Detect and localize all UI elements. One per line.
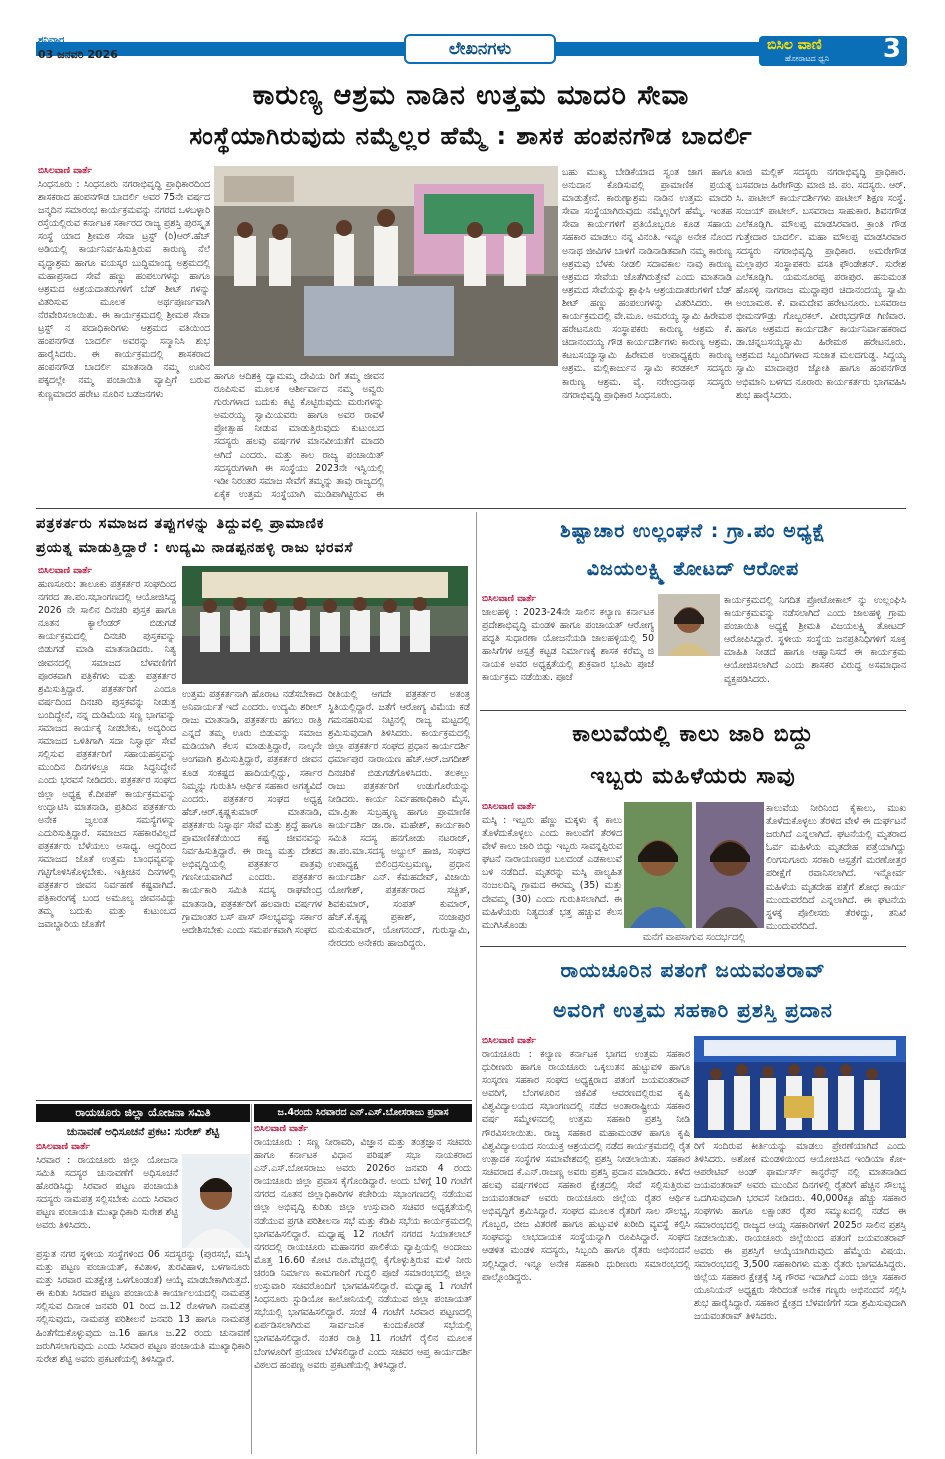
story3-headline-line2: ವಿಜಯಲಕ್ಷ್ಮಿ ತೋಟದ್ ಆರೋಪ [586, 558, 800, 580]
story4-col1 [482, 802, 622, 942]
story1-text-col3: ಬಹು ಮುಖ್ಯ ಬೇಡಿಕೆಯಾದ ಸ್ವಂತ ಜಾಗ ಹಾಗೂ ಅನುದಾನ ಕೊಡಿಸುವಲ್ಲಿ ಪ್ರಾಮಾಣಿಕ ಪ್ರಯತ್ನ ಮಾಡುತ್ತೇನೆ. ಕಾರುಣ್ಯಾಶ್ರಮ ನಾಡಿನ ಉತ್ತಮ ಮಾದರಿ ಸೇವಾ ಸಂಸ್ಥೆಯಾಗಿರುವುದು ನಮ್ಮೆಲ್ಲರಿಗೆ ಹೆಮ್ಮೆ. ಇಂತಹ ಸೇವಾ ಕಾರ್ಯಗಳಿಗೆ ಪ್ರತಿಯೊಬ್ಬರೂ ಕೂಡ ಸಹಾಯ ಸಹಕಾರ ಮಾಡಲು ನನ್ನ ವಿನಂತಿ. ಇನ್ನೂ ಅನೇಕ ನೊಂದ ಅನಾಥ ಜೀವಿಗಳ ಬಾಳಿಗೆ ನಾಡಿನಾಡಿತವಾಗಿ ನಮ್ಮ ಕಾರುಣ್ಯ ಆಶ್ರಮವು ಬೆಳಕು ನೀಡಲಿ ಸದಾವಕಾಲ ನಾವು ಕಾರುಣ್ಯ ಆಶ್ರಮದ ಸೇವೆಯ ಜೊತೆಗಿರುತ್ತೇವೆ ಎಂದು ಮಾತನಾಡಿ ಆಶ್ರಮದ ಸೇವೆಯನ್ನು ಶ್ಲಾಘಿಸಿ ಆಶ್ರಯದಾತರುಗಳಿಗೆ ಬೆಡ್ ಶೀಟ್ ಹಣ್ಣು ಹಂಪಲುಗಳನ್ನು ವಿತರಿಸಿದರು. ಈ ಕಾರ್ಯಕ್ರಮದಲ್ಲಿ ವೇ.ಮೂ. ಅಮರಯ್ಯ ಸ್ವಾಮಿ ಹಿರೇಮಠ ಹರೇಟನೂರು ಸಂಸ್ಥಾಪಕರು ಕಾರುಣ್ಯ ಆಶ್ರಮ ಕೆ. ಚಿದಾನಂದಯ್ಯ ಗೌಡ ಕಾರ್ಯದರ್ಶಿಗಳು ಕಾರುಣ್ಯ ಆಶ್ರಮ. ಕಟಬಸಯ್ಯಾಸ್ವಾಮಿ ಹಿರೇಮಠ ಉಪಾಧ್ಯಕ್ಷರು ಕಾರುಣ್ಯ ಆಶ್ರಮ. ಮಲ್ಲಿಕಾರ್ಜುನ ಸ್ವಾಮಿ ಕರಡಕಲ್ ಸದಸ್ಯರು ಕಾರುಣ್ಯ ಆಶ್ರಮ. ವೈ. ನರೇಂದ್ರನಾಥ ಸದಸ್ಯರು ನಗರಾಭಿವೃದ್ಧಿ ಪ್ರಾಧಿಕಾರ ಸಿಂಧನೂರು. [562, 167, 732, 401]
story3-portrait [658, 594, 720, 656]
story5-text-col2: ರಿಗೆ ಸಂದಿರುವ ಕೀರ್ತಿಯನ್ನು ಮಾಡಲು ಪ್ರೇರಣೆಯಾಗಿದೆ ಎಂದು ತಿಳಿಸಿದರು. ಅಶೋಕ ಮಂಡಳಿಯಿಂದ ಆಯೋಜಿಸಿದ ಇಂಡಿಯಾ ಕೋ-ಆಪರೇಟಿವ್ ಅಂಡ್ ಫಾರ್ಮರ್ಸ್ ಕಾನ್ಫರೆನ್ಸ್ ನಲ್ಲಿ ಮಾತನಾಡಿದ ಜಯವಂತರಾವ್ ಅವರು ಮುಂದಿನ ದಿನಗಳಲ್ಲಿ ರೈತರಿಗೆ ಹೆಚ್ಚಿನ ಸೌಲಭ್ಯ ಒದಗಿಸುವುದಾಗಿ ಭರವಸೆ ನೀಡಿದರು. 40,000ಕ್ಕೂ ಹೆಚ್ಚು ಸಹಕಾರ ಸಂಘಗಳು ಹಾಗೂ ಲಕ್ಷಾಂತರ ರೈತರ ಸಮ್ಮುಖದಲ್ಲಿ ನಡೆದ ಈ ಸಮಾರಂಭದಲ್ಲಿ ರಾಜ್ಯದ ಆಯ್ದ ಸಹಕಾರಿಗಳಿಗೆ 2025ರ ಸಾಲಿನ ಪ್ರಶಸ್ತಿ ನೀಡಲಾಯಿತು. ರಾಯಚೂರು ಜಿಲ್ಲೆಯಿಂದ ಪತಂಗೆ ಜಯವಂತರಾವ್ ಅವರು ಈ ಪ್ರಶಸ್ತಿಗೆ ಆಯ್ಕೆಯಾಗಿರುವುದು ಹೆಮ್ಮೆಯ ವಿಷಯ. ಸಮಾರಂಭದಲ್ಲಿ 3,500 ಸಹಕಾರಿಗಳು ಮತ್ತು ರೈತರು ಭಾಗವಹಿಸಿದ್ದರು. ಜಿಲ್ಲೆಯ ಸಹಕಾರ ಕ್ಷೇತ್ರಕ್ಕೆ ಸಿಕ್ಕ ಗೌರವ ಇದಾಗಿದೆ ಎಂದು ಜಿಲ್ಲಾ ಸಹಕಾರ ಯೂನಿಯನ್ ಅಧ್ಯಕ್ಷರು ಸೇರಿದಂತೆ ಅನೇಕ ಗಣ್ಯರು ಅಭಿನಂದನೆ ಸಲ್ಲಿಸಿ ಶುಭ ಹಾರೈಸಿದ್ದಾರೆ. ಸಹಕಾರ ಕ್ಷೇತ್ರದ ಬೆಳವಣಿಗೆಗೆ ಸದಾ ಶ್ರಮಿಸುವುದಾಗಿ ಜಯವಂತರಾವ್ ತಿಳಿಸಿದರು. [694, 1141, 906, 1323]
brand-name: ಬಿಸಿಲ ವಾಣಿ [767, 37, 822, 53]
story2-col2 [182, 688, 322, 1096]
brand-logo [759, 36, 907, 66]
masthead-date: 03 ಜನವರಿ 2026 [38, 48, 118, 61]
story1-headline-line1: ಕಾರುಣ್ಯ ಆಶ್ರಮ ನಾಡಿನ ಉತ್ತಮ ಮಾದರಿ ಸೇವಾ [252, 80, 690, 111]
story3-text-col2: ಕಾರ್ಯಕ್ರಮದಲ್ಲಿ ನಿಗದಿತ ಪ್ರೋಟೋಕಾಲ್ ನ್ನು ಉಲ್ಲಂಘಿಸಿ ಕಾರ್ಯಕ್ರಮವನ್ನು ನಡೆಸಲಾಗಿದೆ ಎಂದು ಜಾಲಹಳ್ಳಿ ಗ್ರಾಮ ಪಂಚಾಯಿತಿ ಅಧ್ಯಕ್ಷೆ ಶ್ರೀಮತಿ ವಿಜಯಲಕ್ಷ್ಮಿ ತೋಟದ್ ಆರೋಪಿಸಿದ್ದಾರೆ. ಸ್ಥಳೀಯ ಸಂಸ್ಥೆಯ ಜನಪ್ರತಿನಿಧಿಗಳಿಗೆ ಸೂಕ್ತ ಮಾಹಿತಿ ನೀಡದೆ ಹಾಗೂ ಆಹ್ವಾನಿಸದೆ ಈ ಕಾರ್ಯಕ್ರಮ ಆಯೋಜಿಸಲಾಗಿದೆ ಎಂದು ಶಾಸಕರ ವಿರುದ್ಧ ಅಸಮಾಧಾನ ವ್ಯಕ್ತಪಡಿಸಿದರು. [724, 595, 906, 685]
story4-text-col2: ಕಾಲುವೆಯ ನೀರಿನಿಂದ ಕೈಕಾಲು, ಮುಖ ತೊಳೆದುಕೊಳ್ಳಲು ತೆರಳಿದ ವೇಳೆ ಈ ದುರ್ಘಟನೆ ಜರುಗಿದೆ ಎನ್ನಲಾಗಿದೆ. ಘಟನೆಯಲ್ಲಿ ಮೃತರಾದ ಓರ್ವ ಮಹಿಳೆಯ ಮೃತದೇಹ ಪತ್ತೆಯಾಗಿದ್ದು ಲಿಂಗಸುಗೂರು ಸರಕಾರಿ ಆಸ್ಪತ್ರೆಗೆ ಮರಣೋತ್ತರ ಪರೀಕ್ಷೆಗೆ ರವಾನಿಸಲಾಗಿದೆ. ಇನ್ನೋರ್ವ ಮಹಿಳೆಯ ಮೃತದೇಹ ಪತ್ತೆಗೆ ಶೋಧ ಕಾರ್ಯ ಮುಂದುವರೆದಿದೆ ಎನ್ನಲಾಗಿದೆ. ಈ ಘಟನೆಯ ಸ್ಥಳಕ್ಕೆ ಪೊಲೀಸರು ತೆರಳಿದ್ದು, ತನಿಖೆ ಮುಂದುವರೆದಿದೆ. [766, 803, 906, 932]
story4-caption: ಮನೆಗೆ ವಾಪಸಾಗುವ ಸಂದರ್ಭದಲ್ಲಿ [642, 932, 746, 943]
story4-text-col1: ಮಸ್ಕಿ : ಇಬ್ಬರು ಹೆಣ್ಣು ಮಕ್ಕಳು ಕೈ ಕಾಲು ತೊಳೆದುಕೊಳ್ಳಲು ಎಂದು ಕಾಲುವೆಗೆ ತೆರಳಿದ ವೇಳೆ ಕಾಲು ಜಾರಿ ಬಿದ್ದು ಇಬ್ಬರು ಸಾವನ್ನಪ್ಪಿರುವ ಘಟನೆ ನಾರಾಯಣಪುರ ಬಲದಂಡೆ ಎಡಕಾಲುವೆ ಬಳಿ ನಡೆದಿದೆ. ಮೃತರನ್ನು ಮಸ್ಕಿ ಪಾಲ್ಯಹಿತ ನಂಜಲದಿನ್ನಿ ಗ್ರಾಮದ ಈರಮ್ಮ (35) ಮತ್ತು ದೇವಮ್ಮ (30) ಎಂದು ಗುರುತಿಸಲಾಗಿದೆ. ಈ ಮಹಿಳೆಯರು ನಿತ್ಯದಂತೆ ಭತ್ತ ಹಚ್ಚುವ ಕೆಲಸ ಮುಗಿಸಿಕೊಂಡು [482, 815, 622, 931]
story3-byline: ಬಿಸಿಲವಾಣಿ ವಾರ್ತೆ [482, 594, 536, 604]
story1-text-col2: ಹಾಗೂ ಆದಿಶಕ್ತಿ ದ್ಯಾಮಮ್ಮ ದೇವಿಯ ರಿಗೆ ತಮ್ಮ ಜೀವನ ರೂಪಿಸುವ ಮೂಲಕ ಆರ್ಶೀರ್ವಾದ ನಮ್ಮ ಅವ್ವರು ಗುರುಗಳಾದ ಬದುಕು ಕಟ್ಟಿ ಕೊಟ್ಟಿರುವುದು ಮರುಗಳನ್ನು ಅಮರಯ್ಯ ಸ್ವಾಮಿಯವರು ಹಾಗೂ ಅವರ ರಾವಳೆ ಪ್ರೋತ್ಸಾಹ ನೀಡುವ ಮಾಡುತ್ತಿರುವುದು ಕುಟುಂಬದ ಸದಸ್ಯರು ಹಲವು ವರ್ಷಗಳ ಮಾನವೀಯತೆಗೆ ಮಾದರಿ ಆಗಿದೆ ಎಂದರು. ಮತ್ತು ಕಾಲ ರಾಜ್ಯ ಪಂಚಾಯಿತ್ ಸದಸ್ಯರುಗಳಾಗಿ ಈ ಸಂಸ್ಥೆಯು 2023ನೇ ಇಸ್ವಿಯಲ್ಲಿ ಇಡೀ ನಿರಂತರ ಸಮಾಜ ಸೇವೆಗೆ ತಮ್ಮನ್ನು ತಾವು ರಾಜ್ಯದಲ್ಲಿ ಏಕೈಕ ಉತ್ತಮ ಸಂಸ್ಥೆಯಾಗಿ ಮುಡಿಪಾಗಿಟ್ಟಿರುವ ಈ [214, 371, 384, 500]
story5-text-col1: ರಾಯಚೂರು : ಕಲ್ಯಾಣ ಕರ್ನಾಟಕ ಭಾಗದ ಉತ್ತಮ ಸಹಕಾರ ಧುರೀಣರು ಹಾಗೂ ರಾಯಚೂರು ಒಕ್ಕಲುತನ ಹುಟ್ಟುವಳಿ ಹಾಗೂ ಸಂಸ್ಕರಣ ಸಹಕಾರ ಸಂಘದ ಅಧ್ಯಕ್ಷರಾದ ಪತಂಗೆ ಜಯವಂತರಾವ್ ಅವರಿಗೆ, ಬೆಂಗಳೂರಿನ ಜಿಕೆವಿಕೆ ಆವರಣದಲ್ಲಿರುವ ಕೃಷಿ ವಿಶ್ವವಿದ್ಯಾಲಯದ ಸಭಾಂಗಣದಲ್ಲಿ ನಡೆದ ಅಂತಾರಾಷ್ಟ್ರೀಯ ಸಹಕಾರ ವರ್ಷ ಸಮ್ಮೇಳನದಲ್ಲಿ ಉತ್ತಮ ಸಹಕಾರಿ ಪ್ರಶಸ್ತಿ ನೀಡಿ ಗೌರವಿಸಲಾಯಿತು. ರಾಜ್ಯ ಸಹಕಾರ ಮಹಾಮಂಡಳ ಹಾಗೂ ಕೃಷಿ ವಿಶ್ವವಿದ್ಯಾಲಯದ ಸಂಯುಕ್ತ ಆಶ್ರಯದಲ್ಲಿ ನಡೆದ ಕಾರ್ಯಕ್ರಮದಲ್ಲಿ ರೈತ ಉತ್ಪಾದಕ ಸಂಸ್ಥೆಗಳ ಸಮಾವೇಶದಲ್ಲಿ ಪ್ರಶಸ್ತಿ ನೀಡಲಾಯಿತು. ಸಹಕಾರ ಸಚಿವರಾದ ಕೆ.ಎನ್.ರಾಜಣ್ಣ ಅವರು ಪ್ರಶಸ್ತಿ ಪ್ರದಾನ ಮಾಡಿದರು. ಕಳೆದ ಹಲವು ವರ್ಷಗಳಿಂದ ಸಹಕಾರ ಕ್ಷೇತ್ರದಲ್ಲಿ ಸೇವೆ ಸಲ್ಲಿಸುತ್ತಿರುವ ಜಯವಂತರಾವ್ ಅವರು ರಾಯಚೂರು ಜಿಲ್ಲೆಯ ರೈತರ ಆರ್ಥಿಕ ಅಭಿವೃದ್ಧಿಗೆ ಶ್ರಮಿಸಿದ್ದಾರೆ. ಸಂಘದ ಮೂಲಕ ರೈತರಿಗೆ ಸಾಲ ಸೌಲಭ್ಯ, ಗೊಬ್ಬರ, ಬೀಜ ವಿತರಣೆ ಹಾಗೂ ಹುಟ್ಟುವಳಿ ಖರೀದಿ ವ್ಯವಸ್ಥೆ ಕಲ್ಪಿಸಿ ಸಂಘವನ್ನು ಲಾಭದಾಯಕ ಸಂಸ್ಥೆಯನ್ನಾಗಿ ರೂಪಿಸಿದ್ದಾರೆ. ಸಂಘದ ಆಡಳಿತ ಮಂಡಳಿ ಸದಸ್ಯರು, ಸಿಬ್ಬಂದಿ ಹಾಗೂ ರೈತರು ಅಭಿನಂದನೆ ಸಲ್ಲಿಸಿದ್ದಾರೆ. ಇನ್ನೂ ಅನೇಕ ಸಹಕಾರಿ ಧುರೀಣರು ಸಮಾರಂಭದಲ್ಲಿ ಪಾಲ್ಗೊಂಡಿದ್ದರು. [482, 1049, 690, 1283]
section-title: ಲೇಖನಗಳು [404, 34, 556, 64]
story7-body: ರಾಯಚೂರು : ಸಣ್ಣ ನೀರಾವರಿ, ವಿಜ್ಞಾನ ಮತ್ತು ತಂತ್ರಜ್ಞಾನ ಸಚಿವರು ಹಾಗೂ ಕರ್ನಾಟಕ ವಿಧಾನ ಪರಿಷತ್ ಸಭಾ ನಾಯಕರಾದ ಎನ್.ಎಸ್.ಬೋಸರಾಜು ಅವರು 2026ರ ಜನವರಿ 4 ರಂದು ರಾಯಚೂರು ಜಿಲ್ಲಾ ಪ್ರವಾಸ ಕೈಗೊಂಡಿದ್ದಾರೆ. ಅಂದು ಬೆಳಿಗ್ಗೆ 10 ಗಂಟೆಗೆ ನಗರದ ನೂತನ ಜಿಲ್ಲಾಧಿಕಾರಿಗಳ ಕಚೇರಿಯ ಸಭಾಂಗಣದಲ್ಲಿ ನಡೆಯುವ ಜಿಲ್ಲಾ ಅಭಿವೃದ್ಧಿ ಕುರಿತು ಜಿಲ್ಲಾ ಉಸ್ತುವಾರಿ ಸಚಿವರ ಅಧ್ಯಕ್ಷತೆಯಲ್ಲಿ ನಡೆಯುವ ಪ್ರಗತಿ ಪರಿಶೀಲನಾ ಸಭೆ ಮತ್ತು ಕೆಡಿಪಿ ಸಭೆಯ ಕಾರ್ಯಕ್ರಮದಲ್ಲಿ ಭಾಗವಹಿಸಲಿದ್ದಾರೆ. ಮಧ್ಯಾಹ್ನ 12 ಗಂಟೆಗೆ ನಗರದ ಸಿಯಾತಲಾಬ್ ನಗರದಲ್ಲಿ ರಾಯಚೂರು ಮಹಾನಗರ ಪಾಲಿಕೆಯ ವ್ಯಾಪ್ತಿಯಲ್ಲಿ ಅಂದಾಜು ಮೊತ್ತ 16.60 ಕೋಟಿ ರೂ.ವೆಚ್ಚದಲ್ಲಿ ಕೈಗೊಳ್ಳುತ್ತಿರುವ ಮಳೆ ನೀರು ಚರಂಡಿ ನಿರ್ಮಾಣ ಕಾಮಗಾರಿಗೆ ಗುದ್ದಲಿ ಪೂಜೆ ಸಮಾರಂಭದಲ್ಲಿ ಜಿಲ್ಲಾ ಉಸ್ತುವಾರಿ ಸಚಿವರೊಂದಿಗೆ ಭಾಗವಹಿಸಲಿದ್ದಾರೆ. ಮಧ್ಯಾಹ್ನ 1 ಗಂಟೆಗೆ ಸಿಂಧನೂರು ಸ್ಟುಡಿಯೋ ಕಾಲೋನಿಯಲ್ಲಿ ನಡೆಯುವ ಜಿಲ್ಲಾ ಪಂಚಾಯತ್ ಸಭೆಯಲ್ಲಿ ಭಾಗವಹಿಸಲಿದ್ದಾರೆ. ಸಂಜೆ 4 ಗಂಟೆಗೆ ಸಿರವಾರ ಪಟ್ಟಣದಲ್ಲಿ ಏರ್ಪಡಿಸಲಾಗಿರುವ ಸಾರ್ವಜನಿಕ ಕುಂದುಕೊರತೆ ಸಭೆಯಲ್ಲಿ ಭಾಗವಹಿಸಲಿದ್ದಾರೆ. ನಂತರ ರಾತ್ರಿ 11 ಗಂಟೆಗೆ ರೈಲಿನ ಮೂಲಕ ಬೆಂಗಳೂರಿಗೆ ಪ್ರಯಾಣ ಬೆಳೆಸಲಿದ್ದಾರೆ ಎಂದು ಸಚಿವರ ಆಪ್ತ ಕಾರ್ಯದರ್ಶಿ ವಿಠಲದ ಹಂಪಣ್ಣ ಅವರು ಪ್ರಕಟಣೆಯಲ್ಲಿ ತಿಳಿಸಿದ್ದಾರೆ. [254, 1137, 472, 1371]
story1-col4 [736, 166, 906, 502]
story2-headline-line1: ಪತ್ರಕರ್ತರು ಸಮಾಜದ ತಪ್ಪುಗಳನ್ನು ತಿದ್ದುವಲ್ಲಿ ಪ್ರಾಮಾಣಿಕ [36, 516, 325, 532]
story4-photos [624, 802, 764, 928]
divider-3 [480, 946, 906, 947]
story-journalists [36, 512, 474, 562]
story2-text-col1: ಹುಣಸೂರು: ತಾಲೂಕು ಪತ್ರಕರ್ತರ ಸಂಘದಿಂದ ನಗರದ ತಾ.ಪಂ.ಸಭಾಂಗಣದಲ್ಲಿ ಆಯೋಜಿಸಿದ್ದ 2026 ನೇ ಸಾಲಿನ ದಿನಚರಿ ಪುಸ್ತಕ ಹಾಗೂ ನೂತನ ಕ್ಯಾಲೆಂಡರ್ ಬಿಡುಗಡೆ ಕಾರ್ಯಕ್ರಮದಲ್ಲಿ ದಿನಚರಿ ಪುಸ್ತಕವನ್ನು ಬಿಡುಗಡೆ ಮಾಡಿ ಮಾತನಾಡಿದರು. ನಿತ್ಯ ಜೀವನದಲ್ಲಿ ಸಮಾಜದ ಬೆಳವಣಿಗೆಗೆ ಪೂರಕವಾಗಿ ಪತ್ರಿಕೆಗಳು ಮತ್ತು ಪತ್ರಕರ್ತರ ಶ್ರಮಿಸುತ್ತಿದ್ದಾರೆ. ಪತ್ರಕರ್ತರಿಗೆ ಎಂದೂ ವರ್ಷದಿಂದ ದಿನಚರಿ ಪುಸ್ತಕವನ್ನು ನೀಡುತ್ತ ಬಂದಿದ್ದೇನೆ, ನನ್ನ ದುಡಿಮೆಯ ಸಣ್ಣ ಭಾಗವನ್ನು ಸಮಾಜದ ಕಾರ್ಯಕ್ಕೆ ನೀಡಬೇಕು, ಅದ್ಯರಿಂದ ಸಮಾಜದ ಒಳಿತಿಗಾಗಿ ಸದಾ ನಿಸ್ವಾರ್ಥ ಸೇವೆ ಸಲ್ಲಿಸುವ ಪತ್ರಕರ್ತರಿಗೆ ಸಹಾಯಹಸ್ತವನ್ನು ಮುಂದಿನ ದಿನಗಳಲ್ಲೂ ಸದಾ ಸಿದ್ಧನಿದ್ದೇನೆ ಎಂದು ಭರವಸೆ ನೀಡಿದರು. ಪತ್ರಕರ್ತರ ಸಂಘದ ಜಿಲ್ಲಾ ಅಧ್ಯಕ್ಷ ಕೆ.ದೀಪಕ್ ಕಾರ್ಯಕ್ರಮವನ್ನು ಉದ್ಘಾಟಿಸಿ ಮಾತನಾಡಿ, ಪ್ರತಿದಿನ ಪತ್ರಕರ್ತರು ಅನೇಕ ಜ್ವಲಂತ ಸಮಸ್ಯೆಗಳನ್ನು ಎದುರಿಸುತ್ತಿದ್ದಾರೆ. ಸಮಾಜದ ಸಹಕಾರವಿಲ್ಲದೆ ಪತ್ರಕರ್ತರು ಬೆಳೆಯಲು ಅಸಾಧ್ಯ. ಆದ್ದರಿಂದ ಸಮಾಜದ ಜೊತೆ ಉತ್ತಮ ಬಾಂಧವ್ಯವನ್ನು ಗಟ್ಟಿಗೊಳಿಸಿಕೊಳ್ಳಬೇಕು. ಇತ್ತೀಚಿನ ದಿನಗಳಲ್ಲಿ ಪತ್ರಕರ್ತರ ಜೀವನ ನಿರ್ವಹಣೆ ಕಷ್ಟವಾಗಿದೆ. ಪತ್ರಿಕಾರಂಗಕ್ಕೆ ಬಂದ ಅಮೂಲ್ಯ ಜೀವನವಿದ್ದು ತಮ್ಮ ಬದುಕು ಮತ್ತು ಕುಟುಂಬದ ಜವಾಬ್ದಾರಿಯ ಜೊತೆಗೆ [38, 579, 176, 931]
masthead [0, 0, 945, 72]
story-planning-committee [36, 1104, 250, 1454]
story2-photo [182, 566, 468, 684]
story2-byline: ಬಿಸಿಲವಾಣಿ ವಾರ್ತೆ [38, 566, 92, 576]
story1-byline: ಬಿಸಿಲವಾಣಿ ವಾರ್ತೆ [38, 166, 92, 176]
story6-headline-line1: ರಾಯಚೂರು ಜಿಲ್ಲಾ ಯೋಜನಾ ಸಮಿತಿ [36, 1104, 250, 1122]
story2-text-col2: ಉತ್ತಮ ಪತ್ರಕರ್ತನಾಗಿ ಹೊರಾಟ ನಡೆಸಬೇಕಾದ ಅನಿವಾರ್ಯತೆ ಇದೆ ಎಂದರು. ಉದ್ಯಮಿ ಶರೀಲ್ ರಾಜು ಮಾತನಾಡಿ, ಪತ್ರಕರ್ತರು ಹಗಲು ರಾತ್ರಿ ಎನ್ನದೆ ತಮ್ಮ ಊರು ಬಿಡುವನ್ನು ಸಮಾಜ ಮಡಿಯಾಗಿ ಕೆಲಸ ಮಾಡುತ್ತಿದ್ದಾರೆ, ನಾಲ್ಕನೇ ಅಂಗವಾಗಿ ಶ್ರಮಿಸುತ್ತಿದ್ದಾರೆ, ಪತ್ರಕರ್ತರ ಜೀವನ ಕೂಡ ಸಂಕಷ್ಟದ ಹಾದಿಯಲ್ಲಿದ್ದು, ಸರ್ಕಾರ ನಿಮ್ಮನ್ನು ಗುರುತಿಸಿ ಆರ್ಥಿಕ ಸಹಕಾರ ಅಗತ್ಯವಿದೆ ಎಂದರು. ಪತ್ರಕರ್ತರ ಸಂಘದ ಅಧ್ಯಕ್ಷ ಹೆಚ್.ಆರ್.ಕೃಷ್ಣಕುಮಾರ್ ಮಾತನಾಡಿ, ಪತ್ರಕರ್ತರು ನಿಸ್ವಾರ್ಥ ಸೇವೆ ಮತ್ತು ಶ್ರದ್ಧೆ ಹಾಗೂ ಪ್ರಾಮಾಣಿಕತೆಯಿಂದ ಕಷ್ಟ ಜೀವನವನ್ನು ನಿರ್ವಹಿಸುತ್ತಿದ್ದಾರೆ. ಈ ರಾಜ್ಯ ಮತ್ತು ದೇಶದ ಅಭಿವೃದ್ಧಿಯಲ್ಲಿ ಪತ್ರಕರ್ತರ ಪಾತ್ರವು ಗಣನೀಯವಾಗಿದೆ ಎಂದರು. ಪತ್ರಕರ್ತರ ಕಾರ್ಯಕಾರಿ ಸಮಿತಿ ಸದಸ್ಯ ರಾಘವೇಂದ್ರ ಮಾತನಾಡಿ, ಪತ್ರಕರ್ತರಿಗೆ ಹಲವಾರು ವರ್ಷಗಳ ಗ್ರಾಮಾಂತರ ಬಸ್ ಪಾಸ್ ಸೌಲಭ್ಯವನ್ನು ಸರ್ಕಾರ ಆದೇಶಿಸಬೇಕು ಎಂದು ಸಮರ್ಪಕವಾಗಿ ಸಂಘದ [182, 689, 322, 936]
story4-headline-line2: ಇಬ್ಬರು ಮಹಿಳೆಯರು ಸಾವು [590, 764, 796, 789]
divider-1 [36, 508, 906, 509]
divider-2 [480, 710, 906, 711]
story4-col2 [766, 802, 906, 942]
story6-lead: ಸಿರವಾರ : ರಾಯಚೂರು ಜಿಲ್ಲಾ ಯೋಜನಾ ಸಮಿತಿ ಸದಸ್ಯರ ಚುನಾವಣೆಗೆ ಅಧಿಸೂಚನೆ ಹೊರಡಿಸಿದ್ದು ಸಿರವಾರ ಪಟ್ಟಣ ಪಂಚಾಯತಿ ಸದಸ್ಯರು ನಾಮಪತ್ರ ಸಲ್ಲಿಸಬೇಕು ಎಂದು ಸಿರವಾರ ಪಟ್ಟಣ ಪಂಚಾಯತಿ ಮುಖ್ಯಾಧಿಕಾರಿ ಸುರೇಶ ಶೆಟ್ಟಿ ಅವರು ತಿಳಿಸಿದರು. [36, 1155, 178, 1232]
story3-text-col1: ಜಾಲಹಳ್ಳಿ : 2023-24ನೇ ಸಾಲಿನ ಕಲ್ಯಾಣ ಕರ್ನಾಟಕ ಪ್ರದೇಶಾಭಿವೃದ್ಧಿ ಮಂಡಳಿ ಹಾಗೂ ಪಂಚಾಯತ್ ಆರೋಗ್ಯ ಪದ್ಧತಿ ಸುಧಾರಣಾ ಯೋಜನೆಯಡಿ ಜಾಲಹಳ್ಳಿಯಲ್ಲಿ 50 ಹಾಸಿಗೆಗಳ ಆಸ್ಪತ್ರೆ ಕಟ್ಟಡ ನಿರ್ಮಾಣಕ್ಕೆ ಶಾಸಕ ಕರೆಮ್ಮ ಜಿ ನಾಯಕ ಅವರ ಅಧ್ಯಕ್ಷತೆಯಲ್ಲಿ ಶುಕ್ರವಾರ ಭೂಮಿ ಪೂಜೆ ಕಾರ್ಯಕ್ರಮ ನಡೆಯಿತು. ಪೂಜೆ [482, 607, 654, 684]
page-number: 3 [882, 34, 901, 64]
story2-headline-line2: ಪ್ರಯತ್ನ ಮಾಡುತ್ತಿದ್ದಾರೆ : ಉದ್ಯಮಿ ನಾಡಪ್ಪನಹಳ್ಳಿ ರಾಜು ಭರವಸೆ [36, 540, 354, 556]
story1-col2 [214, 370, 384, 502]
divider-4 [36, 1100, 472, 1101]
story3-col2 [724, 594, 906, 706]
story-protocol [480, 512, 906, 592]
story7-byline: ಬಿಸಿಲವಾಣಿ ವಾರ್ತೆ [254, 1124, 308, 1134]
story4-byline: ಬಿಸಿಲವಾಣಿ ವಾರ್ತೆ [482, 802, 536, 812]
story7-headline: ಜ.4ರಂದು ಸಿರವಾರದ ಎನ್.ಎಸ್.ಬೋಸರಾಜು ಪ್ರವಾಸ [254, 1104, 472, 1122]
masthead-day: ಶನಿವಾರ [38, 35, 65, 46]
story1-col3 [390, 370, 558, 502]
story5-headline-line2: ಅವರಿಗೆ ಉತ್ತಮ ಸಹಕಾರಿ ಪ್ರಶಸ್ತಿ ಪ್ರದಾನ [553, 998, 833, 1022]
story5-col1 [482, 1036, 690, 1454]
masthead-dateline [38, 35, 138, 62]
story-minister-tour [254, 1104, 472, 1454]
story5-byline: ಬಿಸಿಲವಾಣಿ ವಾರ್ತೆ [482, 1036, 536, 1046]
story5-col2 [694, 1140, 906, 1454]
column-divider-bottom [251, 1104, 252, 1454]
brand-tagline: ಹೋರಾಟದ ಧ್ವನಿ [785, 54, 830, 63]
story1-col3b [562, 166, 732, 502]
story1-photo [214, 166, 558, 366]
story5-headline-line1: ರಾಯಚೂರಿನ ಪತಂಗೆ ಜಯವಂತರಾವ್ [560, 958, 826, 982]
story3-headline-line1: ಶಿಷ್ಟಾಚಾರ ಉಲ್ಲಂಘನೆ : ಗ್ರಾ.ಪಂ ಅಧ್ಯಕ್ಷೆ [560, 520, 826, 542]
story6-byline: ಬಿಸಿಲವಾಣಿ ವಾರ್ತೆ [36, 1142, 90, 1152]
story1-col1 [38, 166, 210, 500]
story1-headline-line2: ಸಂಸ್ಥೆಯಾಗಿರುವುದು ನಮ್ಮೆಲ್ಲರ ಹೆಮ್ಮೆ : ಶಾಸಕ ಹಂಪನಗೌಡ ಬಾದರ್ಲಿ [189, 122, 753, 150]
story2-col1 [38, 566, 176, 1096]
story1-text-col4: ಖಾಜಿ ಮಲ್ಲಿಕ್ ಸದಸ್ಯರು ನಗರಾಭಿವೃದ್ಧಿ ಪ್ರಾಧಿಕಾರ. ಬಸವರಾಜ ಹಿರೇಗೌಡ್ರು ಮಾಜಿ ಜಿ. ಪಂ. ಸದಸ್ಯರು. ಆರ್. ಸಿ. ಪಾಟೀಲ್ ಕಾರ್ಯದರ್ಶಿಗಳು ಪಾಟೀಲ್ ಶಿಕ್ಷಣ ಸಂಸ್ಥೆ. ಸಂಜಯ್ ಪಾಟೀಲ್. ಬಸವರಾಜ ಸಾಹುಕಾರ. ಶಿವನಗೌಡ ಎಲೆಕೂಡ್ಲಿಗಿ. ಮೌಲಪ್ಪ ಮಾಡಸಿರವಾರ. ಕ್ರಾಂತಿ ಗೌಡ ಗುತ್ತೇದಾರ ಬಾದರ್ಲಿ. ಮಹಾ ಮೌಲಪ್ಪ ಮಾಡಸಿರವಾರ ಸದಸ್ಯರು ನಗರಾಭಿವೃದ್ಧಿ ಪ್ರಾಧಿಕಾರ. ಅಮರೇಗೌಡ ಮಲ್ಲಾಪುರ ಸಂಸ್ಥಾಪಕರು ವಸತಿ ಫೌಂಡೇಶನ್. ಸುರೇಶ ಎಲೆಕೂಡ್ಲಿಗಿ. ಯಮನೂರಪ್ಪ ಪರಾಪುರ. ಹನುಮಂತ ಹೊಸಳ್ಳಿ ನಾಗರಾಜ ಮುದ್ದಾಪುರ ಚಿದಾನಂದಯ್ಯ ಸ್ವಾಮಿ ಅಂಬಾಮಠ. ಕೆ. ವಾಮದೇವ ಹರೇಟನೂರು. ಬಸವರಾಜ ಭೀಮನಗೌಡ್ರು ಗೊಬ್ಬರಕಲ್. ವೀರಭದ್ರಗೌಡ ಗಿಣಿವಾರ. ಹಾಗೂ ಆಶ್ರಮದ ಕಾರ್ಯದರ್ಶಿ ಕಾರ್ಯನಿರ್ವಾಹಕರಾದ ಡಾ.ಚನ್ನಬಸಯ್ಯಸ್ವಾಮಿ ಹಿರೇಮಠ ಹರೇಟನೂರು. ಆಶ್ರಮದ ಸಿಬ್ಬಂದಿಗಳಾದ ಸುಜಾತ ಮಲದಗುಡ್ಡ. ಸಿದ್ದಯ್ಯ ಸ್ವಾಮಿ ಮಾದಾಪುರ ಜ್ಯೋತಿ ಹಾಗೂ ಹಂಪನಗೌಡ ಅಭಿಮಾನಿ ಬಳಗದ ನೂರಾರು ಕಾರ್ಯಕರ್ತರು ಭಾಗವಹಿಸಿ ಶುಭ ಹಾರೈಸಿದರು. [736, 167, 906, 401]
story5-photo [694, 1036, 906, 1138]
story6-headline-line2: ಚುನಾವಣೆ ಅಧಿಸೂಚನೆ ಪ್ರಕಟ: ಸುರೇಶ್ ಶೆಟ್ಟಿ [66, 1126, 220, 1138]
story2-col3 [328, 688, 470, 1096]
column-divider [476, 512, 477, 1454]
story2-text-col3: ರೀತಿಯಲ್ಲಿ ಆಗದೇ ಪತ್ರಕರ್ತರ ಅತಂತ್ರ ಸ್ಥಿತಿಯಲ್ಲಿದ್ದಾರೆ. ಜತೆಗೆ ಆರೋಗ್ಯ ವಿಮೆಯ ಕಡೆ ಗಮನಹರಿಸುವ ನಿಟ್ಟಿನಲ್ಲಿ ರಾಜ್ಯ ಮಟ್ಟದಲ್ಲಿ ಶ್ರಮಿಸುವುದಾಗಿ ತಿಳಿಸಿದರು. ಕಾರ್ಯಕ್ರಮದಲ್ಲಿ ಜಿಲ್ಲಾ ಪತ್ರಕರ್ತರ ಸಂಘದ ಪ್ರಧಾನ ಕಾರ್ಯದರ್ಶಿ ಧರ್ಮಾಪುರ ನಾರಾಯಣ ಹೆಚ್.ಆರ್.ಜಗದೀಶ್ ದಿನಚರಿಕೆ ಬಿಡುಗಡೆಗೊಳಿಸಿದರು. ತಲಕಲ್ಲು ರಾಜು ಪತ್ರಕರ್ತರಿಗೆ ಉಡುಗೊರೆಯನ್ನು ನೀಡಿದರು. ಕಾರ್ಯ ನಿರ್ವಹಣಾಧಿಕಾರಿ ಮೈಸ. ಮಾ.ಪ್ರಿತಾ ಸುಬ್ರಹ್ಮಣ್ಯ ಹಾಗೂ ಪ್ರಾಮಾಣಿಕ ಕಾರ್ಯದರ್ಶಿ ಡಾ.ರಾ. ಮಹೇಶ್, ಕಾರ್ಯಕಾರಿ ಸಮಿತಿ ಸದಸ್ಯ ಹನಗೋಡು ನಟರಾಜ್, ತಾ.ಪಂ.ಮಾ.ಸದಸ್ಯ ಅಬ್ದುಲ್ ಹಾಜಿ, ಸಂಘದ ಉಪಾಧ್ಯಕ್ಷ ಬಿಲಿಂದ್ರಸುಬ್ರಮಣ್ಯ, ಪ್ರಧಾನ ಕಾರ್ಯದರ್ಶಿ ಎನ್. ಕೆಮಹದೇವ್, ವಿಜಾಯಿ ಯೋಗೇಶ್, ಪತ್ರಕರ್ತರಾದ ಸಚ್ಚಿತ್, ಶಿವಕುಮಾರ್, ಸಂಪತ್ ಕುಮಾರ್, ಹೆಚ್.ಕೆ.ಕೃಷ್ಣ ಪ್ರಕಾಶ್, ನಂಜಾಪುರ ಮನುಕುಮಾರ್, ಯೋಗನಂದ್, ಗುರುಸ್ವಾಮಿ, ನೇರದರು ಅನೇಕರು ಹಾಜರಿದ್ದರು. [328, 689, 470, 949]
story4-headline-line1: ಕಾಲುವೆಯಲ್ಲಿ ಕಾಲು ಜಾರಿ ಬಿದ್ದು [572, 722, 814, 747]
story-cooperative-award [480, 950, 906, 1034]
story6-body: ಪ್ರಸ್ತುತ ನಗರ ಸ್ಥಳೀಯ ಸಂಸ್ಥೆಗಳಿಂದ 06 ಸದಸ್ಯರನ್ನು (ಪುರಸಭೆ, ಮಸ್ಕಿ ಮತ್ತು ಪಟ್ಟಣ ಪಂಚಾಯತ್, ಕವಿತಾಳ, ತುರವಿಹಾಳ, ಬಳಗಾನೂರು ಮತ್ತು ಸಿರವಾರ ಮತಕ್ಷೇತ್ರ ಒಳಗೊಂಡಂತೆ) ಆಯ್ಕೆ ಮಾಡಬೇಕಾಗಿರುತ್ತದೆ. ಈ ಕುರಿತು ಸಿರವಾರ ಪಟ್ಟಣ ಪಂಚಾಯತಿ ಕಾರ್ಯಾಲಯದಲ್ಲಿ ನಾಮಪತ್ರ ಸಲ್ಲಿಸುವ ದಿನಾಂಕ ಜನವರಿ 01 ರಿಂದ ಜ.12 ರೊಳಗಾಗಿ ನಾಮಪತ್ರ ಸಲ್ಲಿಸುವುದು, ನಾಮಪತ್ರ ಪರಿಶೀಲನೆ ಜನವರಿ 13 ಹಾಗೂ ನಾಮಪತ್ರ ಹಿಂತೆಗೆದುಕೊಳ್ಳುವುದು ಜ.16 ಹಾಗೂ ಜ.22 ರಂದು ಚುನಾವಣೆ ಜರುಗಿಸಲಾಗುವುದು ಎಂದು ಸಿರವಾರ ಪಟ್ಟಣ ಪಂಚಾಯತಿ ಮುಖ್ಯಾಧಿಕಾರಿ ಸುರೇಶ ಶೆಟ್ಟಿ ಅವರು ಪ್ರಕಟಣೆಯಲ್ಲಿ ತಿಳಿಸಿದ್ದಾರೆ. [36, 1249, 250, 1365]
story1-text-col1: ಸಿಂಧನೂರು : ಸಿಂಧನೂರು ನಗರಾಭಿವೃದ್ಧಿ ಪ್ರಾಧಿಕಾರದಿಂದ ಶಾಸಕರಾದ ಹಂಪನಗೌಡ ಬಾದರ್ಲಿ ಅವರ 75ನೇ ವರ್ಷದ ಜನ್ಮದಿನ ಸಮಾರಂಭ ಕಾರ್ಯಕ್ರಮವನ್ನು ನಗರದ ಒಳಬಳ್ಳಾರಿ ರಸ್ತೆಯಲ್ಲಿರುವ ಕರ್ನಾಟಕ ಸರ್ಕಾರದ ರಾಜ್ಯ ಪ್ರಶಸ್ತಿ ಪುರಸ್ಕೃತ ಸಂಸ್ಥೆ ಯಾದ ಶ್ರೀಮಠ ಸೇವಾ ಟ್ರಸ್ಟ್ (ರಿ)ಆರ್.ಹೆಚ್ ಅಡಿಯಲ್ಲಿ ಕಾರ್ಯನಿರ್ವಹಿಸುತ್ತಿರುವ ಕಾರುಣ್ಯ ನೆಲೆ ವೃದ್ಧಾಶ್ರಮ ಹಾಗೂ ವಯಸ್ಕರ ಬುದ್ಧಿಮಾಂದ್ಯ ಅಶ್ರಮದಲ್ಲಿ ಮಹಾಪ್ರಸಾದ ಸೇವೆ ಹಣ್ಣು ಹಂಪಲುಗಳನ್ನು ಹಾಗೂ ಆಶ್ರಮದ ಆಶ್ರಯದಾತರುಗಳಿಗೆ ಬೆಡ್ ಶೀಟ್ ಗಳನ್ನು ವಿತರಿಸುವ ಮೂಲಕ ಅರ್ಥಪೂರ್ಣವಾಗಿ ನೆರವೇರಿಸಲಾಯಿತು. ಈ ಕಾರ್ಯಕ್ರಮದಲ್ಲಿ ಶ್ರೀಮಠ ಸೇವಾ ಟ್ರಸ್ಟ್ ನ ಪದಾಧಿಕಾರಿಗಳು ಆಶ್ರಮದ ವತಿಯಿಂದ ಹಂಪನಗೌಡ ಬಾದರ್ಲಿ ಅವರನ್ನು ಸನ್ಮಾನಿಸಿ ಶುಭ ಹಾರೈಸಿದರು. ಈ ಕಾರ್ಯಕ್ರಮದಲ್ಲಿ ಶಾಸಕರಾದ ಹಂಪನಗೌಡ ಬಾದರ್ಲಿ ಮಾತನಾಡಿ ನಮ್ಮ ಊರಿನ ಪಕ್ಕದಲ್ಲೇ ನಮ್ಮ ಪಂಚಾಯಿತಿ ವ್ಯಾಪ್ತಿಗೆ ಬರುವ ಕುಣ್ಣಮಾದರ ಹರೇಟ ನೂರಿನ ಬಡಜನಗಳು [38, 179, 210, 400]
story3-col1 [482, 594, 654, 706]
story-canal [480, 714, 906, 800]
story6-portrait [182, 1154, 250, 1248]
